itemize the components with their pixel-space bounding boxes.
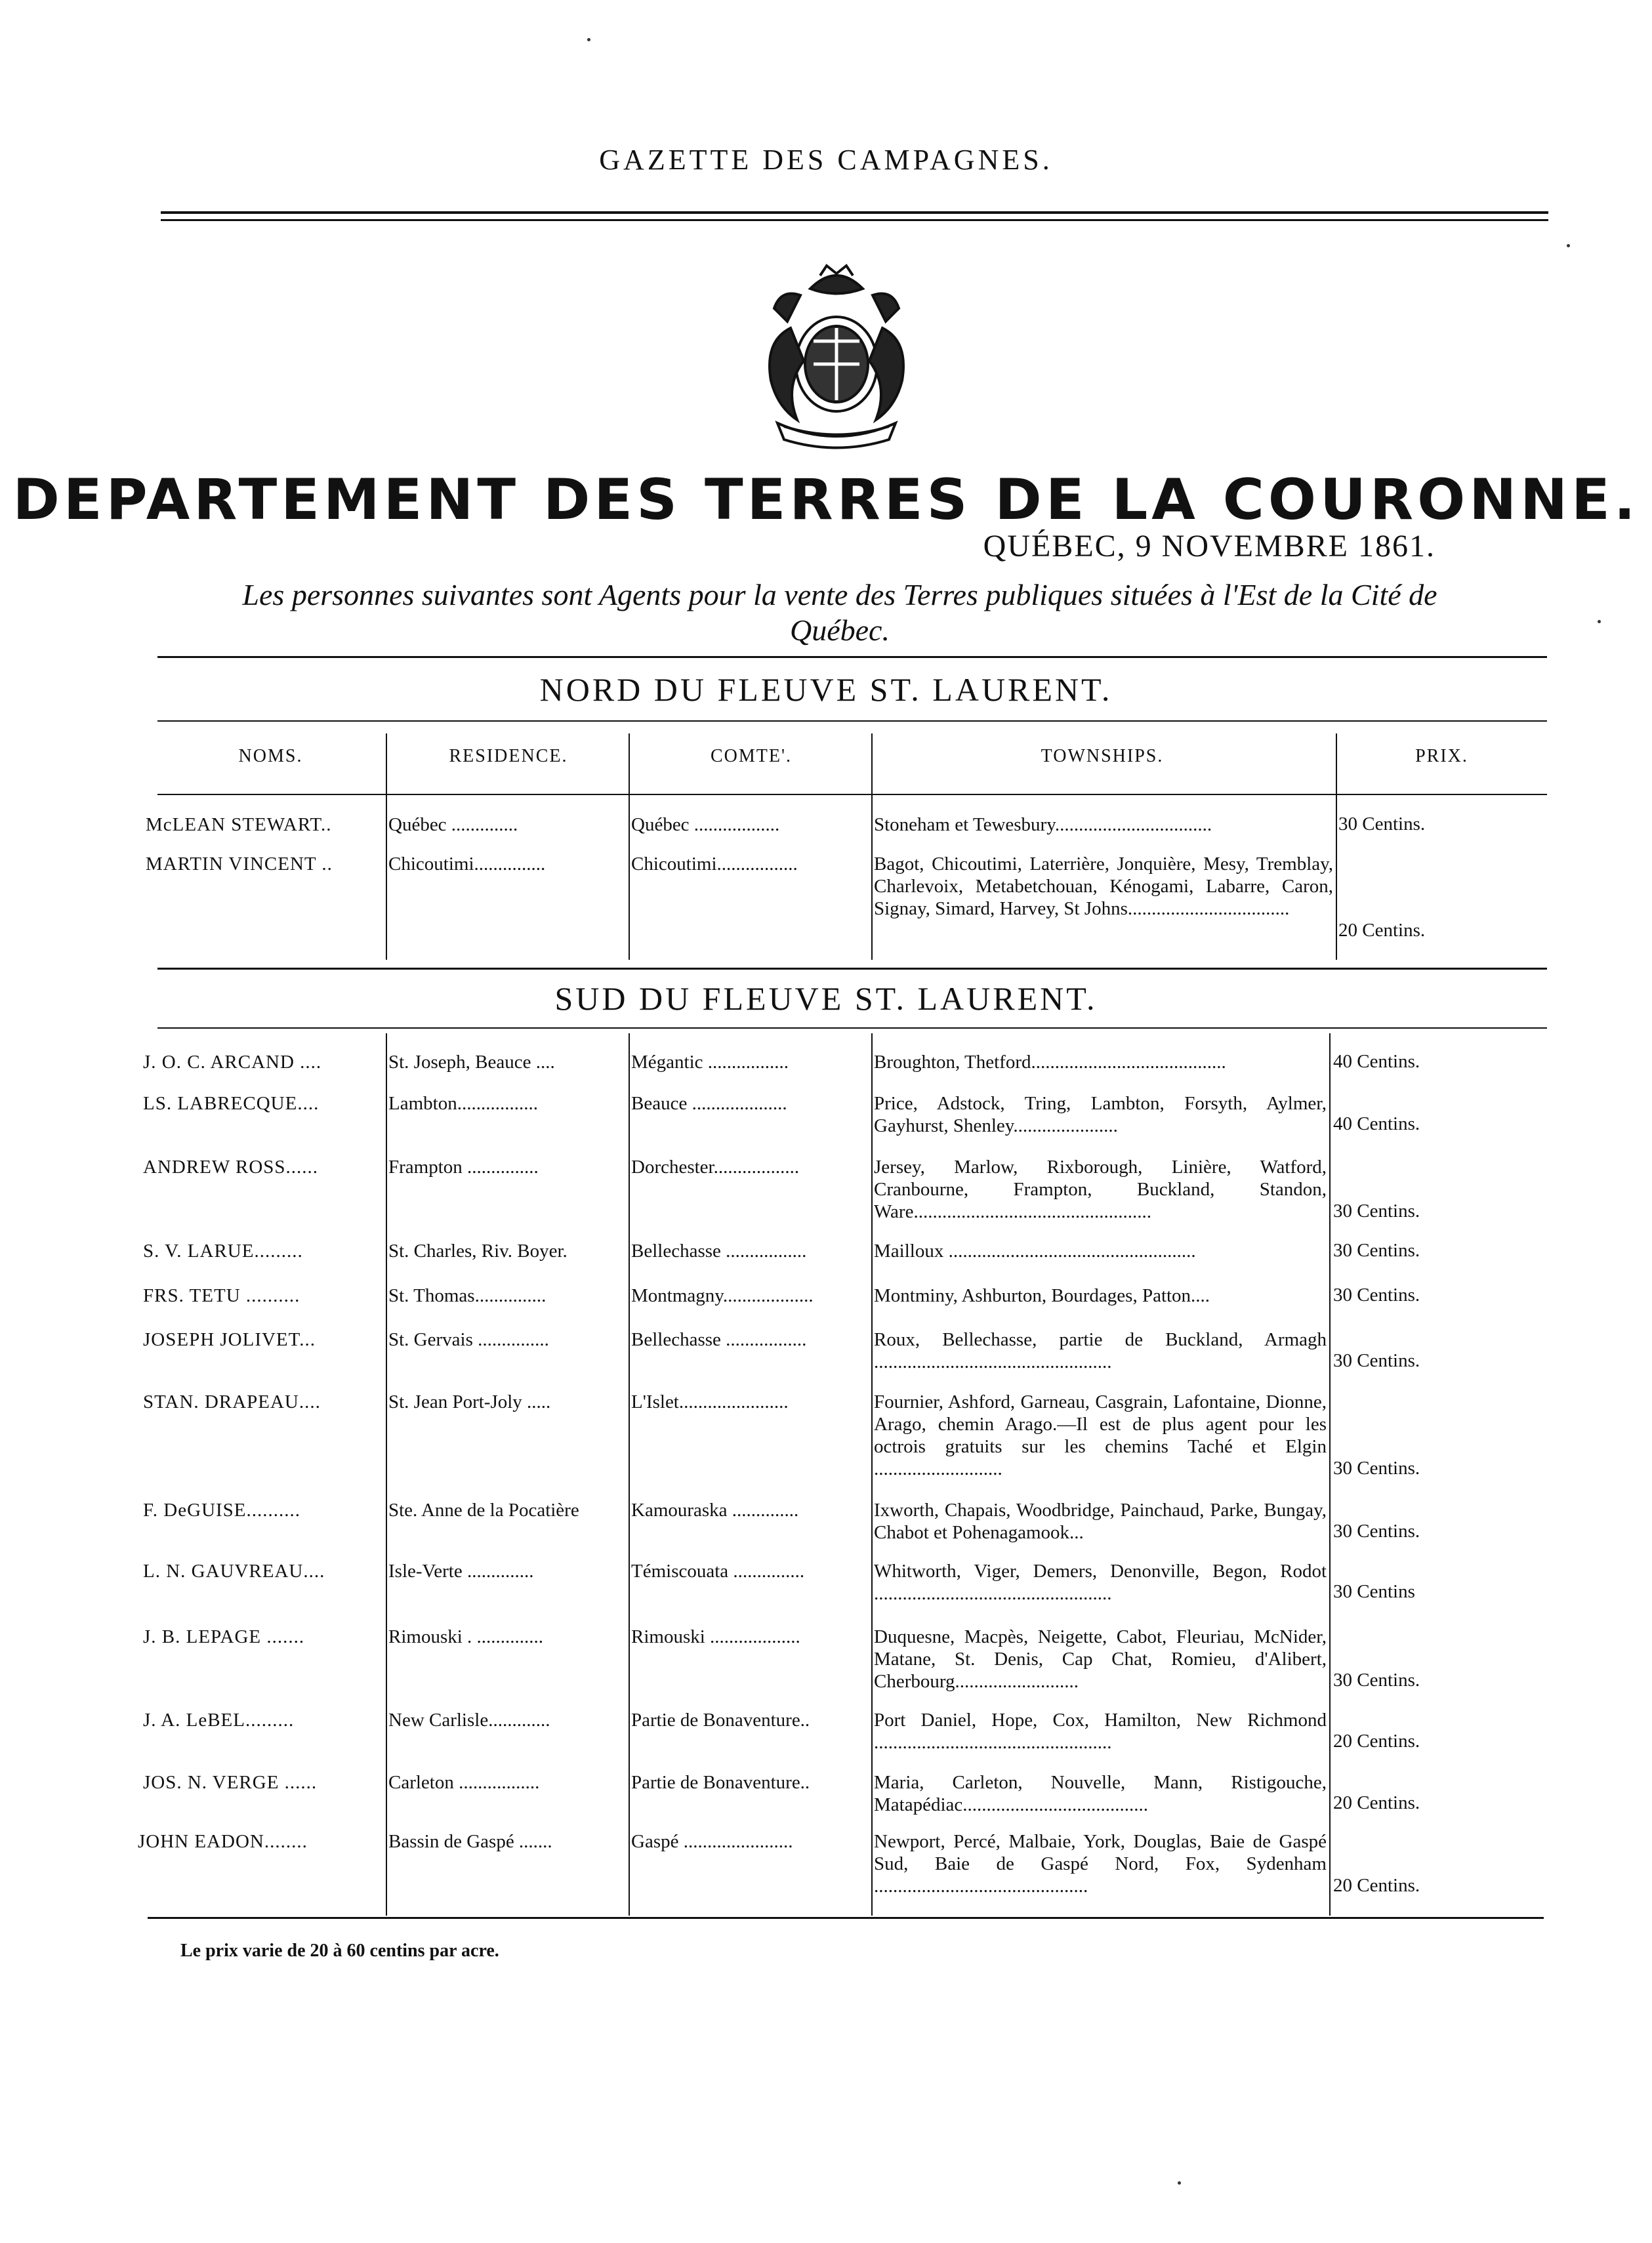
- agent-residence: New Carlisle.............: [388, 1710, 550, 1731]
- header-double-rule: [161, 211, 1548, 221]
- agent-price: 30 Centins.: [1333, 1350, 1420, 1371]
- agent-price: 20 Centins.: [1333, 1792, 1420, 1813]
- price-footnote: Le prix varie de 20 à 60 centins par acre.: [180, 1941, 499, 1961]
- agent-name: LS. LABRECQUE....: [143, 1093, 320, 1114]
- agent-residence: Rimouski . ..............: [388, 1626, 544, 1647]
- section-rule: [157, 1027, 1547, 1029]
- column-header-residence: RESIDENCE.: [449, 746, 568, 766]
- column-divider: [871, 733, 873, 960]
- column-divider: [386, 1033, 387, 1916]
- print-speck: [1598, 620, 1601, 623]
- agent-residence: Bassin de Gaspé .......: [388, 1831, 552, 1852]
- agent-townships: Fournier, Ashford, Garneau, Casgrain, Lafontaine, Dionne, Arago, chemin Arago.—Il est de plus agent pour les octrois gratuits sur les chemins Taché et Elgin ...........................: [874, 1391, 1327, 1479]
- agent-residence: St. Jean Port-Joly .....: [388, 1391, 551, 1412]
- column-divider: [1336, 733, 1337, 960]
- agent-price: 20 Centins.: [1333, 1731, 1420, 1752]
- agent-residence: Chicoutimi...............: [388, 854, 546, 875]
- print-speck: [1567, 244, 1570, 247]
- agent-residence: St. Gervais ...............: [388, 1329, 549, 1350]
- agent-price: 30 Centins.: [1333, 1285, 1420, 1306]
- agent-name: McLEAN STEWART..: [146, 814, 332, 835]
- agent-price: 30 Centins.: [1333, 1458, 1420, 1479]
- agent-county: Mégantic .................: [631, 1052, 789, 1073]
- agent-price: 30 Centins: [1333, 1581, 1415, 1602]
- agent-name: FRS. TETU ..........: [143, 1285, 300, 1306]
- section-title-north: NORD DU FLEUVE ST. LAURENT.: [539, 671, 1113, 708]
- agent-county: Beauce ....................: [631, 1093, 787, 1114]
- agent-name: JOS. N. VERGE ......: [143, 1772, 318, 1793]
- column-divider: [629, 1033, 630, 1916]
- agent-name: J. B. LEPAGE .......: [143, 1626, 305, 1647]
- agent-price: 20 Centins.: [1333, 1875, 1420, 1896]
- agent-price: 30 Centins.: [1338, 813, 1426, 834]
- intro-text: Les personnes suivantes sont Agents pour la vente des Terres publiques situées à l'Est de la Cité de Québec.: [242, 578, 1437, 647]
- section-title-south: SUD DU FLEUVE ST. LAURENT.: [554, 980, 1098, 1017]
- agent-townships: Montminy, Ashburton, Bourdages, Patton....: [874, 1285, 1210, 1306]
- agent-residence: Québec ..............: [388, 814, 518, 835]
- print-speck: [1178, 2181, 1181, 2185]
- agent-county: Montmagny...................: [631, 1285, 814, 1306]
- section-rule: [157, 720, 1547, 722]
- column-header-townships: TOWNSHIPS.: [1041, 746, 1164, 766]
- print-speck: [587, 38, 590, 41]
- agent-price: 30 Centins.: [1333, 1670, 1420, 1691]
- agent-residence: Ste. Anne de la Pocatière: [388, 1500, 579, 1521]
- header-rule: [157, 794, 1547, 795]
- column-divider: [386, 733, 387, 960]
- column-header-county: COMTE'.: [710, 746, 793, 766]
- column-header-names: NOMS.: [238, 746, 303, 766]
- agent-price: 30 Centins.: [1333, 1521, 1420, 1542]
- agent-name: S. V. LARUE.........: [143, 1241, 303, 1262]
- coat-of-arms-emblem: [738, 262, 935, 453]
- dateline: QUÉBEC, 9 NOVEMBRE 1861.: [983, 529, 1435, 564]
- agent-county: Partie de Bonaventure..: [631, 1710, 810, 1731]
- agent-county: Partie de Bonaventure..: [631, 1772, 810, 1793]
- agent-price: 30 Centins.: [1333, 1240, 1420, 1261]
- agent-name: J. A. LeBEL.........: [143, 1710, 295, 1731]
- agent-county: L'Islet.......................: [631, 1391, 789, 1412]
- agent-county: Gaspé .......................: [631, 1831, 793, 1852]
- running-header: GAZETTE DES CAMPAGNES.: [599, 144, 1053, 176]
- section-rule: [157, 968, 1547, 970]
- agent-townships: Jersey, Marlow, Rixborough, Linière, Watford, Cranbourne, Frampton, Buckland, Standon, Ware..................................................: [874, 1157, 1327, 1222]
- agent-price: 20 Centins.: [1338, 920, 1426, 941]
- agent-county: Chicoutimi.................: [631, 854, 798, 875]
- table-bottom-rule: [148, 1917, 1544, 1919]
- agent-townships: Maria, Carleton, Nouvelle, Mann, Ristigouche, Matapédiac.......................................: [874, 1772, 1327, 1815]
- agent-county: Kamouraska ..............: [631, 1500, 799, 1521]
- agent-name: L. N. GAUVREAU....: [143, 1561, 325, 1582]
- agent-price: 30 Centins.: [1333, 1201, 1420, 1222]
- notice-title: DEPARTEMENT DES TERRES DE LA COURONNE.: [12, 467, 1640, 533]
- agent-townships: Bagot, Chicoutimi, Laterrière, Jonquière, Mesy, Tremblay, Charlevoix, Metabetchouan, Kénogami, Labarre, Caron, Signay, Simard, Harvey, St Johns..................................: [874, 854, 1333, 919]
- agent-name: F. DeGUISE..........: [143, 1500, 301, 1521]
- agent-name: MARTIN VINCENT ..: [146, 854, 333, 875]
- column-divider: [629, 733, 630, 960]
- agent-county: Bellechasse .................: [631, 1241, 807, 1262]
- agent-county: Dorchester..................: [631, 1157, 800, 1178]
- agent-townships: Stoneham et Tewesbury.................................: [874, 814, 1212, 835]
- agent-residence: Carleton .................: [388, 1772, 540, 1793]
- column-header-price: PRIX.: [1415, 746, 1468, 766]
- agent-price: 40 Centins.: [1333, 1113, 1420, 1134]
- agent-residence: St. Charles, Riv. Boyer.: [388, 1241, 568, 1262]
- agent-name: ANDREW ROSS......: [143, 1157, 319, 1178]
- agent-county: Québec ..................: [631, 814, 780, 835]
- agent-townships: Newport, Percé, Malbaie, York, Douglas, Baie de Gaspé Sud, Baie de Gaspé Nord, Fox, Sydenham .............................................: [874, 1831, 1327, 1897]
- agent-name: STAN. DRAPEAU....: [143, 1391, 321, 1412]
- column-divider: [1329, 1033, 1331, 1916]
- agent-name: JOSEPH JOLIVET...: [143, 1329, 316, 1350]
- agent-residence: St. Joseph, Beauce ....: [388, 1052, 555, 1073]
- agent-townships: Mailloux ....................................................: [874, 1241, 1196, 1262]
- agent-townships: Broughton, Thetford.........................................: [874, 1052, 1226, 1073]
- agent-name: J. O. C. ARCAND ....: [143, 1052, 322, 1073]
- agent-residence: Frampton ...............: [388, 1157, 539, 1178]
- agent-residence: St. Thomas...............: [388, 1285, 547, 1306]
- agent-residence: Isle-Verte ..............: [388, 1561, 534, 1582]
- agent-county: Rimouski ...................: [631, 1626, 800, 1647]
- agent-price: 40 Centins.: [1333, 1051, 1420, 1072]
- agent-townships: Price, Adstock, Tring, Lambton, Forsyth, Aylmer, Gayhurst, Shenley......................: [874, 1093, 1327, 1136]
- agent-townships: Roux, Bellechasse, partie de Buckland, Armagh ..................................................: [874, 1329, 1327, 1372]
- agent-residence: Lambton.................: [388, 1093, 538, 1114]
- agent-county: Bellechasse .................: [631, 1329, 807, 1350]
- agent-townships: Port Daniel, Hope, Cox, Hamilton, New Richmond ..................................................: [874, 1710, 1327, 1753]
- agent-county: Témiscouata ...............: [631, 1561, 805, 1582]
- agent-townships: Duquesne, Macpès, Neigette, Cabot, Fleuriau, McNider, Matane, St. Denis, Cap Chat, Romieu, d'Alibert, Cherbourg..........................: [874, 1626, 1327, 1692]
- section-rule: [157, 656, 1547, 658]
- column-divider: [871, 1033, 873, 1916]
- agent-name: JOHN EADON........: [138, 1831, 308, 1852]
- agent-townships: Ixworth, Chapais, Woodbridge, Painchaud, Parke, Bungay, Chabot et Pohenagamook...: [874, 1500, 1327, 1543]
- agent-townships: Whitworth, Viger, Demers, Denonville, Begon, Rodot ..................................................: [874, 1561, 1327, 1604]
